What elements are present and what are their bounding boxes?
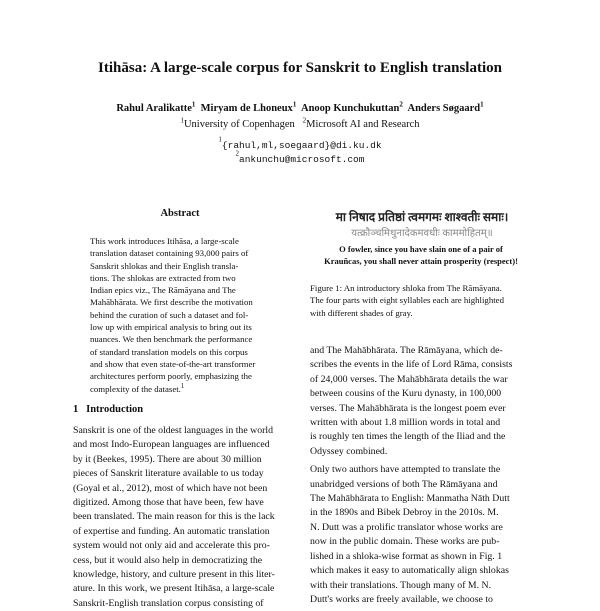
abstract-line: Mahābhārata. We first describe the motivation [90,297,253,308]
email: ankunchu@microsoft.com [239,154,365,165]
body-line: of 24,000 verses. The Mahābhārata details the war [310,373,508,385]
sanskrit-verse-line-1: मा निषाद प्रतिष्ठां त्वमगमः शाश्वतीः समाः। [335,210,509,224]
right-column-body [310,344,537,607]
abstract-body [90,235,282,395]
paragraph [310,463,537,607]
body-line: between cousins of the Kuru dynasty, in 100,000 [310,388,502,400]
body-line: now in the public domain. These works are pub- [310,536,500,548]
affiliation: University of Copenhagen [183,119,295,130]
section-title: Introduction [86,404,144,415]
sanskrit-verse-line-2: यत्क्रौञ्चमिथुनादेकमवधीः काममोहितम्॥ [351,228,493,239]
translation-line: O fowler, since you have slain one of a pair of [339,244,503,254]
body-line: by it (Beekes, 1995). There are about 30 million [73,453,262,465]
paper-title: Itihāsa: A large-scale corpus for Sanskrit to English translation [98,60,502,76]
body-line: Sanskrit is one of the oldest languages in the world [73,425,273,436]
section-number: 1 [73,404,79,415]
body-line: system would not only aid and accelerate this pro- [73,540,270,552]
paragraph [310,344,537,459]
abstract-line: of standard translation models on this corpus [90,346,248,357]
email-line: $^1${rahul,ml,soegaard}@di.ku.dk [218,135,382,151]
figure-caption [310,282,535,319]
author: Rahul Aralikatte$^1$ [116,100,196,114]
body-line: been translated. The main reason for this is the lack [73,511,275,523]
body-line: pieces of Sanskrit literature available to us today [73,468,264,480]
body-line: scribes the events in the life of Lord Rāma, consists [310,359,513,371]
caption-line: Figure 1: An introductory shloka from The Rāmāyana. [310,283,502,293]
abstract-line: tions. The shlokas are extracted from two [90,272,236,283]
abstract-line: behind the curation of such a dataset and fol- [90,309,249,320]
body-line: which makes it easy to automatically align shlokas [310,565,509,577]
affiliations: $^1$University of Copenhagen $^2$Microsoft AI and Research [180,116,420,130]
abstract-line: translation dataset containing 93,000 pairs of [90,248,249,259]
affiliation: Microsoft AI and Research [306,119,420,130]
body-line: written with about 1.8 million words in total and [310,417,501,429]
email-line: $^2$ankunchu@microsoft.com [235,149,365,165]
author-list [0,100,600,114]
body-line: knowledge, history, and culture present in this liter- [73,569,275,581]
caption-line: with different shades of gray. [310,307,413,318]
body-line: cess, but it would also help in democratizing the [73,554,263,566]
body-line: in the 1890s and Bibek Debroy in the 2010s. M. [310,507,499,519]
body-line: Sanskrit-English translation corpus consisting of [73,597,264,609]
body-line: Dutt's works are freely available, we choose to [310,593,493,605]
abstract-line: and show that even state-of-the-art transformer [90,358,256,369]
body-line: and The Mahābhārata. The Rāmāyana, which de- [310,345,503,356]
abstract-line: Sanskrit shlokas and their English transla- [90,260,239,271]
body-line: with their translations. Though many of M. N. [310,579,492,591]
body-line: Odyssey combined. [310,445,388,457]
abstract-line: This work introduces Itihāsa, a large-scale [90,236,239,246]
body-line: is roughly ten times the length of the Iliad and the [310,431,506,443]
section-heading-introduction [73,404,143,415]
body-line: verses. The Mahābhārata is the longest poem ever [310,402,506,414]
footnote-mark: 1 [180,381,185,390]
author: Anoop Kunchukuttan$^2$ [300,100,403,114]
abstract-line: low up with empirical analysis to bring out its [90,322,252,333]
body-line: unabridged versions of both The Rāmāyana and [310,478,498,490]
abstract-line: nuances. We then benchmark the performance [90,334,253,345]
body-line: Only two authors have attempted to translate the [310,464,501,476]
body-line: and most Indo-European languages are influenced [73,439,270,451]
body-line: N. Dutt was a prolific translator whose works are [310,521,503,533]
translation-line: Krauñcas, you shall never attain prosperity (respect)! [324,256,518,266]
abstract-heading: Abstract [160,208,200,219]
abstract-line: architectures perform poorly, emphasizing the [90,371,252,382]
body-line: digitized. Among those that have been, few have [73,497,264,509]
body-line: of expertise and funding. An automatic translation [73,525,270,537]
verse-translation [305,243,537,267]
body-line: (Goyal et al., 2012), most of which have not been [73,482,268,494]
abstract-line: Indian epics viz., The Rāmāyana and The [90,285,236,296]
body-line: lished in a shloka-wise format as shown in Fig. 1 [310,550,503,562]
email: {rahul,ml,soegaard}@di.ku.dk [221,140,382,151]
abstract-line: complexity of the dataset.$^1$ [90,381,185,394]
body-line: The Mahābhārata to English: Manmatha Nāth Dutt [310,493,510,505]
introduction-body [73,424,305,611]
author: Miryam de Lhoneux$^1$ [200,100,297,114]
body-line: ature. In this work, we present Itihāsa, a large-scale [73,583,275,595]
caption-line: The four parts with eight syllables each are highlighted [310,295,504,306]
author: Anders Søgaard$^1$ [407,100,484,114]
